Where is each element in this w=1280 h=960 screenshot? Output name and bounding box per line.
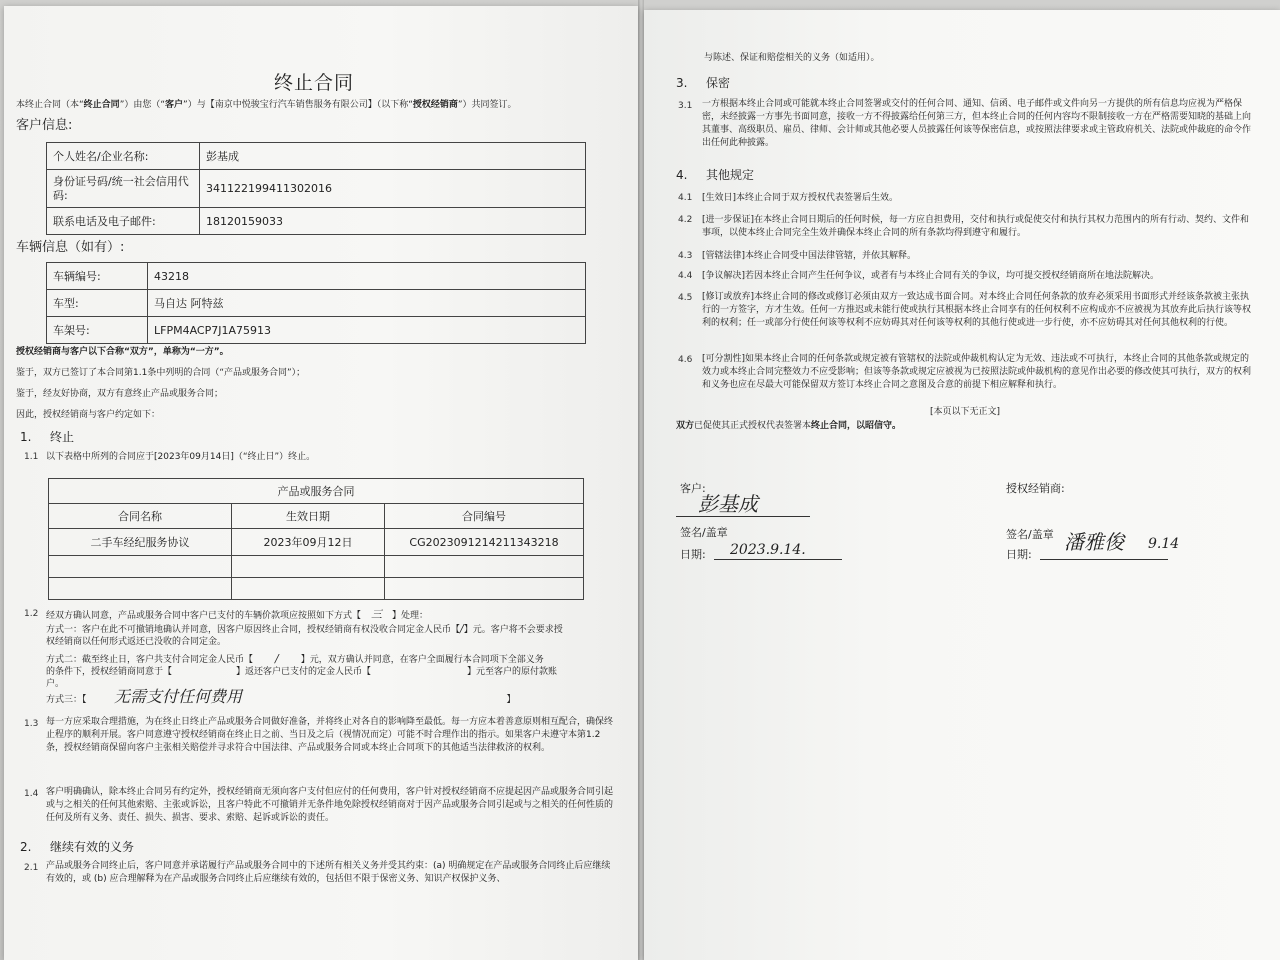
contract-name-cell bbox=[49, 556, 232, 578]
dealer-sign-seal-label: 签名/盖章 bbox=[1006, 528, 1054, 541]
customer-signature-line bbox=[676, 516, 810, 517]
section-3-number: 3. bbox=[676, 76, 688, 90]
customer-name-label: 个人姓名/企业名称: bbox=[47, 143, 200, 170]
witness-statement: 双方已促使其正式授权代表签署本终止合同，以昭信守。 bbox=[676, 421, 902, 431]
whereas-clause-1: 鉴于，双方已签订了本合同第1.1条中列明的合同（“产品或服务合同”）； bbox=[16, 368, 306, 378]
blank-page-note: [本页以下无正文] bbox=[930, 407, 1001, 417]
whereas-clause-2: 鉴于，经友好协商，双方有意终止产品或服务合同； bbox=[16, 389, 224, 399]
clause-4-5-text: [修订或放弃]本终止合同的修改或修订必须由双方一致达成书面合同。对本终止合同任何条款的放弃必须采用书面形式并经该条款被主张执行的一方签字，方才生效。任何一方推迟或未能行使或执行其根据本终止合同享有的任何权利不应构成亦不应被视为其放弃此后执行该等权利的权利；任一或部分行使任何该等权利不应妨碍其对任何该等权利的其他行使或进一步行使，亦不应妨碍其对任何其他权利的行使。 bbox=[702, 292, 1252, 328]
section-2-title: 继续有效的义务 bbox=[50, 840, 135, 854]
right-page bbox=[644, 10, 1280, 960]
customer-date-label: 日期: bbox=[680, 548, 706, 561]
section-4-number: 4. bbox=[676, 168, 688, 182]
contract-name-cell: 二手车经纪服务协议 bbox=[49, 529, 232, 556]
continued-text: 与陈述、保证和赔偿相关的义务（如适用）。 bbox=[704, 53, 880, 63]
dealer-date-handwritten: 9.14 bbox=[1148, 536, 1180, 552]
section-1-title: 终止 bbox=[50, 430, 75, 444]
clause-1-2-method-2-cont: 的条件下，授权经销商同意于【 】返还客户已支付的定金人民币【 】元至客户的原付款账 bbox=[46, 667, 558, 677]
contract-table bbox=[48, 478, 584, 600]
clause-4-6-number: 4.6 bbox=[678, 355, 693, 365]
contract-number-cell bbox=[385, 556, 584, 578]
customer-signature: 彭基成 bbox=[698, 492, 758, 516]
customer-id-label: 身份证号码/统一社会信用代码: bbox=[47, 170, 200, 208]
contract-date-cell bbox=[232, 556, 385, 578]
document-title: 终止合同 bbox=[274, 72, 355, 94]
vehicle-row-model bbox=[47, 290, 586, 317]
therefore-clause: 因此，授权经销商与客户约定如下： bbox=[16, 410, 161, 420]
clause-4-3-number: 4.3 bbox=[678, 251, 693, 261]
clause-4-3-text: [管辖法律]本终止合同受中国法律管辖，并依其解释。 bbox=[702, 251, 917, 261]
intro-paragraph: 本终止合同（本“终止合同”）由您（“客户”）与【南京中悦骏宝行汽车销售服务有限公司】（以下称“授权经销商”）共同签订。 bbox=[16, 100, 517, 110]
clause-4-1-number: 4.1 bbox=[678, 193, 693, 203]
vehicle-model-label: 车型: bbox=[47, 290, 148, 317]
customer-contact-label: 联系电话及电子邮件: bbox=[47, 208, 200, 235]
customer-info-heading: 客户信息: bbox=[16, 118, 73, 133]
clause-4-2-number: 4.2 bbox=[678, 215, 693, 225]
clause-3-1-number: 3.1 bbox=[678, 101, 693, 111]
clause-3-1-text: 一方根据本终止合同或可能就本终止合同签署或交付的任何合同、通知、信函、电子邮件或文件向另一方提供的所有信息均应视为严格保密，未经披露一方事先书面同意，接收一方不得披露给任何第三方，但本终止合同的任何内容均不限制接收一方在严格需要知晓的基础上向其董事、高级职员、雇员、律师、会计师或其他必要人员披露任何该等保密信息，或按照法律要求或主管政府机关、法院或仲裁庭的命令作出任何此种披露。 bbox=[702, 99, 1252, 148]
table-row bbox=[49, 578, 584, 600]
clause-1-2-method-1-cont: 权经销商以任何形式返还已没收的合同定金。 bbox=[46, 637, 227, 647]
clause-1-2-method-2: 方式二：截至终止日，客户共支付合同定金人民币【 / 】元，双方确认并同意，在客户全面履行本合同项下全部义务 bbox=[46, 652, 544, 665]
contract-table-caption: 产品或服务合同 bbox=[49, 479, 584, 504]
vehicle-number-label: 车辆编号: bbox=[47, 263, 148, 290]
customer-label: 客户: bbox=[680, 482, 706, 495]
customer-row-name bbox=[47, 143, 586, 170]
clause-1-4-number: 1.4 bbox=[24, 789, 39, 799]
table-row bbox=[49, 529, 584, 556]
vehicle-vin-value: LFPM4ACP7J1A75913 bbox=[148, 317, 586, 344]
contract-table-header: 生效日期 bbox=[232, 504, 385, 529]
vehicle-row-vin bbox=[47, 317, 586, 344]
clause-4-5-number: 4.5 bbox=[678, 293, 693, 303]
section-2-number: 2. bbox=[20, 840, 32, 854]
customer-contact-value: 18120159033 bbox=[200, 208, 586, 235]
section-3-title: 保密 bbox=[706, 76, 731, 90]
parties-definition: 授权经销商与客户以下合称“双方”，单称为“一方”。 bbox=[16, 347, 229, 357]
clause-2-1-number: 2.1 bbox=[24, 863, 39, 873]
dealer-date-line bbox=[1040, 559, 1168, 560]
customer-name-value: 彭基成 bbox=[200, 143, 586, 170]
clause-1-4-text: 客户明确确认，除本终止合同另有约定外，授权经销商无须向客户支付但应付的任何费用，客户针对授权经销商不应提起因产品或服务合同引起或与之相关的任何其他索赔、主张或诉讼，且客户特此不可撤销并无条件地免除授权经销商对于因产品或服务合同引起或与之相关的任何性质的任何及所有义务、责任、损失、损害、要求、索赔、起诉或诉讼的责任。 bbox=[46, 787, 614, 823]
clause-4-1-text: [生效日]本终止合同于双方授权代表签署后生效。 bbox=[702, 193, 899, 203]
clause-4-4-text: [争议解决]若因本终止合同产生任何争议，或者有与本终止合同有关的争议，均可提交授权经销商所在地法院解决。 bbox=[702, 271, 1160, 281]
clause-4-6-text: [可分割性]如果本终止合同的任何条款或规定被有管辖权的法院或仲裁机构认定为无效、违法或不可执行，本终止合同的其他条款或规定的效力或本终止合同完整效力不应受影响；但该等条款或规定应被视为已按照法院或仲裁机构的意见作出必要的修改使其可执行，双方的权利和义务也应在尽最大可能保留双方签订本终止合同之意图及合意的前提下相应解释和执行。 bbox=[702, 354, 1252, 390]
handwritten-amount-1: / bbox=[460, 622, 464, 635]
clause-1-2-method-2-end: 户。 bbox=[46, 679, 65, 689]
clause-4-2-text: [进一步保证]在本终止合同日期后的任何时候，每一方应自担费用，交付和执行或促使交付和执行其权力范围内的所有行动、契约、文件和事项，以使本终止合同完全生效并确保本终止合同的所有条款均得到遵守和履行。 bbox=[702, 215, 1250, 238]
clause-4-4-number: 4.4 bbox=[678, 271, 693, 281]
handwritten-method-3: 无需支付任何费用 bbox=[114, 687, 243, 706]
dealer-date-label: 日期: bbox=[1006, 548, 1032, 561]
clause-1-3-text: 每一方应采取合理措施，为在终止日终止产品或服务合同做好准备，并将终止对各自的影响降至最低。每一方应本着善意原则相互配合，确保终止程序的顺利开展。客户同意遵守授权经销商在终止日之前、当日及之后（视情况而定）可能不时合理作出的指示。如果客户未遵守本第1.2条，授权经销商保留向客户主张相关赔偿并寻求符合中国法律、产品或服务合同或本终止合同项下的其他适当法律救济的权利。 bbox=[46, 717, 614, 753]
customer-id-value: 341122199411302016 bbox=[200, 170, 586, 208]
dealer-signature: 潘雅俊 bbox=[1064, 530, 1124, 554]
contract-date-cell: 2023年09月12日 bbox=[232, 529, 385, 556]
vehicle-row-number bbox=[47, 263, 586, 290]
contract-table-header: 合同编号 bbox=[385, 504, 584, 529]
handwritten-method-choice: 三 bbox=[371, 608, 383, 621]
clause-2-1-text: 产品或服务合同终止后，客户同意并承诺履行产品或服务合同中的下述所有相关义务并受其约束：(a) 明确规定在产品或服务合同终止后应继续有效的，或 (b) 应合理解释为在产品或服务合同终止后应继续有效的，包括但不限于保密义务、知识产权保护义务、 bbox=[46, 861, 611, 884]
vehicle-info-table bbox=[46, 262, 586, 344]
clause-1-1-text: 以下表格中所列的合同应于[2023年09月14日]（“终止日”）终止。 bbox=[46, 452, 316, 462]
customer-sign-seal-label: 签名/盖章 bbox=[680, 526, 728, 539]
clause-1-2-method-1: 方式一：客户在此不可撤销地确认并同意，因客户原因终止合同，授权经销商有权没收合同定金人民币【/】元。客户将不会要求授 bbox=[46, 622, 563, 635]
customer-row-id bbox=[47, 170, 586, 208]
section-1-number: 1. bbox=[20, 430, 32, 444]
handwritten-amount-2: / bbox=[275, 652, 279, 665]
contract-table-header: 合同名称 bbox=[49, 504, 232, 529]
vehicle-info-heading: 车辆信息（如有）: bbox=[16, 240, 125, 255]
contract-name-cell bbox=[49, 578, 232, 600]
contract-date-cell bbox=[232, 578, 385, 600]
clause-1-2-method-3: 方式三：【 】 bbox=[46, 695, 516, 705]
vehicle-vin-label: 车架号: bbox=[47, 317, 148, 344]
customer-info-table bbox=[46, 142, 586, 235]
section-4-title: 其他规定 bbox=[706, 168, 755, 182]
clause-1-3-number: 1.3 bbox=[24, 719, 39, 729]
vehicle-model-value: 马自达 阿特兹 bbox=[148, 290, 586, 317]
clause-1-1-number: 1.1 bbox=[24, 452, 39, 462]
clause-1-2-line-1: 经双方确认同意，产品或服务合同中客户已支付的车辆价款项应按照如下方式【 三 】处理： bbox=[46, 608, 429, 621]
left-page bbox=[4, 6, 638, 960]
clause-1-2-number: 1.2 bbox=[24, 609, 39, 619]
customer-date-handwritten: 2023.9.14. bbox=[730, 542, 806, 558]
dealer-label: 授权经销商: bbox=[1006, 482, 1065, 495]
table-row bbox=[49, 556, 584, 578]
contract-number-cell: CG2023091214211343218 bbox=[385, 529, 584, 556]
contract-number-cell bbox=[385, 578, 584, 600]
customer-row-contact bbox=[47, 208, 586, 235]
customer-date-line bbox=[714, 559, 842, 560]
vehicle-number-value: 43218 bbox=[148, 263, 586, 290]
